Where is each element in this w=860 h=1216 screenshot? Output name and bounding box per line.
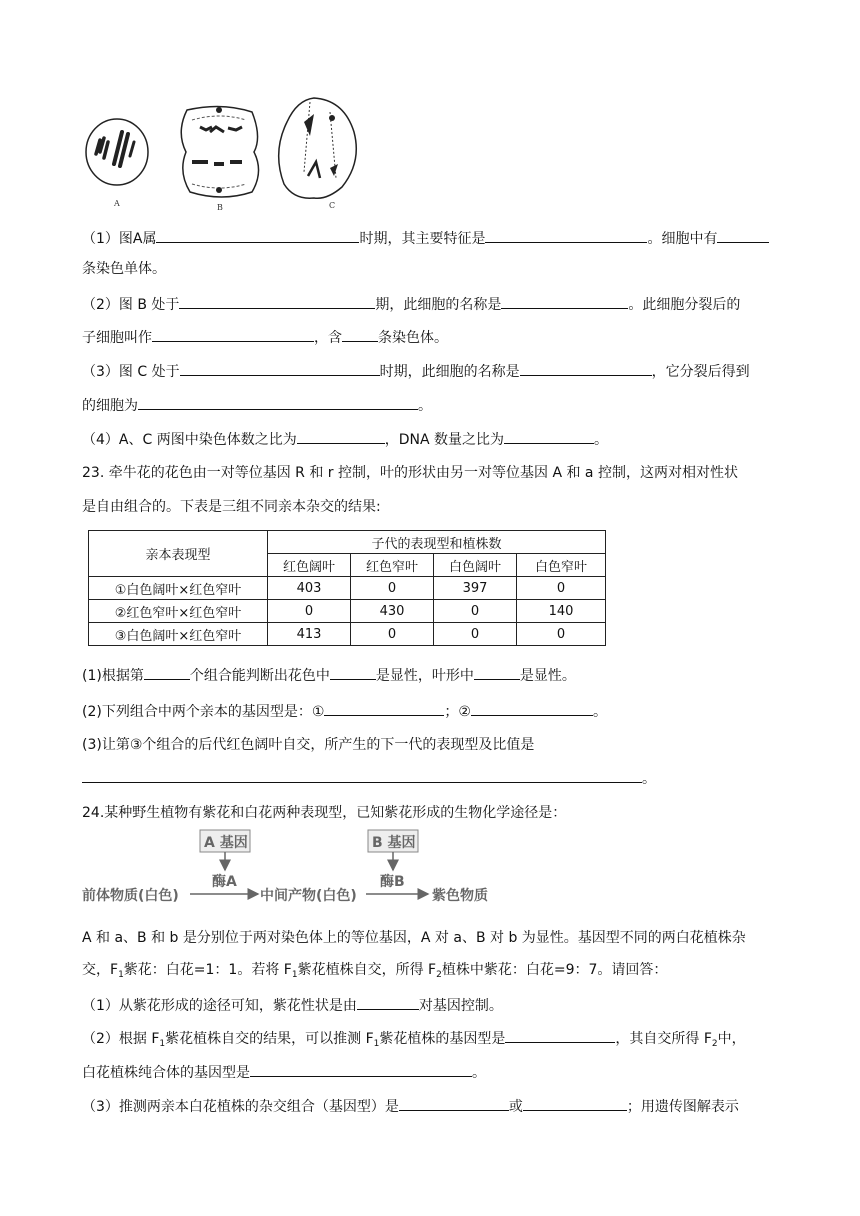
text: 。 [418,398,432,414]
offspring-header: 子代的表现型和植株数 [268,531,606,554]
q23-sub3-line1 [82,735,534,755]
q22-part4 [82,428,608,450]
text: ；② [444,704,471,720]
figure-b [181,106,258,212]
text: （3）图 C 处于 [82,364,180,380]
answer-blank[interactable] [505,1027,615,1043]
text: ，其自交所得 F [615,1031,712,1047]
count-cell: 413 [268,623,351,646]
figure-a [86,119,148,208]
text: 白花植株纯合体的基因型是 [82,1065,250,1081]
q23-sub2 [82,700,607,722]
gene-a-label: A 基因 [204,835,248,851]
text: (3)让第③个组合的后代红色阔叶自交，所产生的下一代的表现型及比值是 [82,737,535,753]
figure-c [279,98,357,210]
text: ，含 [314,330,342,346]
q22-part2-line1 [82,293,740,315]
answer-blank[interactable] [504,428,594,444]
text: （1）从紫花形成的途径可知，紫花性状是由 [82,998,357,1014]
text: （4）A、C 两图中染色体数之比为 [82,432,297,448]
count-cell: 397 [434,577,517,600]
product-label: 紫色物质 [432,888,488,904]
text: 交，F [82,962,119,978]
count-cell: 0 [434,623,517,646]
answer-blank[interactable] [156,227,359,243]
q22-part3-line1 [82,360,750,382]
answer-blank[interactable] [485,227,647,243]
text: 紫花植株自交，所得 F [297,962,437,978]
column-header: 白色阔叶 [434,554,517,577]
table-row [89,600,606,623]
subscript: 1 [118,970,124,980]
q22-part2-line2 [82,326,448,348]
count-cell: 0 [268,600,351,623]
table-row [89,623,606,646]
q22-part1-line1 [82,227,769,249]
answer-blank[interactable] [520,360,652,376]
intermediate-label: 中间产物(白色) [260,888,357,904]
q24-sub3 [82,1095,739,1117]
subscript: 2 [711,1039,718,1049]
text: (2)下列组合中两个亲本的基因型是：① [82,704,325,720]
answer-blank[interactable] [324,700,444,716]
table-row [89,577,606,600]
text: 条染色单体。 [82,261,166,277]
text: 。 [472,1065,486,1081]
answer-blank[interactable] [179,293,375,309]
answer-blank[interactable] [717,227,769,243]
text: 对基因控制。 [418,998,503,1014]
text: 。细胞中有 [647,231,718,247]
count-cell: 0 [517,577,606,600]
text: ；用遗传图解表示 [626,1099,739,1115]
text: 。 [592,704,607,720]
answer-blank[interactable] [474,664,520,680]
text: 。 [642,771,656,787]
text: 条染色体。 [378,330,448,346]
text: 。此细胞分裂后的 [628,297,741,313]
column-header: 白色窄叶 [517,554,606,577]
q24-sub1 [82,994,503,1016]
text: 紫花：白花=1：1。若将 F [123,962,292,978]
answer-blank[interactable] [471,700,593,716]
q24-desc-line2 [82,960,667,985]
figure-b-label: B [217,203,223,212]
answer-blank[interactable] [399,1095,509,1111]
count-cell: 140 [517,600,606,623]
cross-results-table [88,530,606,646]
parent-phenotype-header: 亲本表现型 [89,531,268,577]
subscript: 2 [436,970,442,980]
text: （3）推测两亲本白花植株的杂交组合（基因型）是 [82,1099,399,1115]
column-header: 红色窄叶 [351,554,434,577]
text: 子细胞叫作 [82,330,152,346]
biochemical-pathway [82,826,512,906]
q24-intro: 24.某种野生植物有紫花和白花两种表现型，已知紫花形成的生物化学途径是： [82,805,567,821]
cell-division-figures [82,92,362,212]
q24-desc-line1: A 和 a、B 和 b 是分别位于两对染色体上的等位基因，A 对 a、B 对 b 为显性。基因型不同的两白花植株杂 [82,930,746,946]
q22-part3-line2 [82,394,432,416]
answer-blank[interactable] [138,394,418,410]
count-cell: 0 [434,600,517,623]
figure-c-label: C [329,201,336,210]
text: ，DNA 数量之比为 [384,432,504,448]
text: 是显性。 [519,668,576,684]
figure-a-label: A [114,199,120,208]
count-cell: 0 [517,623,606,646]
answer-blank[interactable] [342,326,378,342]
text: 时期，其主要特征是 [359,231,486,247]
parent-cell: ③白色阔叶×红色窄叶 [89,623,268,646]
subscript: 1 [159,1039,166,1049]
text: 是显性，叶形中 [375,668,474,684]
text: 时期，此细胞的名称是 [379,364,520,380]
text: 的细胞为 [82,398,138,414]
precursor-label: 前体物质(白色) [82,888,179,904]
parent-cell: ①白色阔叶×红色窄叶 [89,577,268,600]
q23-intro-line2: 是自由组合的。下表是三组不同亲本杂交的结果: [82,499,381,515]
subscript: 1 [373,1039,380,1049]
text: 紫花植株的基因型是 [379,1031,506,1047]
text: 期，此细胞的名称是 [375,297,502,313]
column-header: 红色阔叶 [268,554,351,577]
text: 或 [508,1099,523,1115]
answer-blank[interactable] [357,994,419,1010]
table-header-row [89,531,606,554]
answer-blank[interactable] [523,1095,627,1111]
count-cell: 0 [351,623,434,646]
q24-sub2-line1 [82,1027,746,1054]
count-cell: 430 [351,600,434,623]
text: （1）图A属 [82,231,157,247]
text: （2）图 B 处于 [82,297,180,313]
q23-intro-line1: 23. 牵牛花的花色由一对等位基因 R 和 r 控制，叶的形状由另一对等位基因 A 和 a 控制，这两对相对性状 [82,465,738,481]
text: 个组合能判断出花色中 [189,668,330,684]
enzyme-b-label: 酶B [380,874,405,890]
text: 紫花植株自交的结果，可以推测 F [165,1031,374,1047]
q23-sub3-line2 [82,767,656,789]
parent-cell: ②红色窄叶×红色窄叶 [89,600,268,623]
count-cell: 403 [268,577,351,600]
text: (1)根据第 [82,668,144,684]
text: （2）根据 F [82,1031,160,1047]
q24-sub2-line2 [82,1061,486,1083]
answer-blank[interactable] [82,767,642,783]
text: 。 [594,432,608,448]
gene-b-label: B 基因 [372,835,416,851]
answer-blank[interactable] [250,1061,472,1077]
count-cell: 0 [351,577,434,600]
answer-blank[interactable] [501,293,628,309]
text: 植株中紫花：白花=9：7。请回答： [441,962,668,978]
answer-blank[interactable] [180,360,380,376]
answer-blank[interactable] [297,428,385,444]
text: ，它分裂后得到 [651,364,750,380]
answer-blank[interactable] [144,664,190,680]
enzyme-a-label: 酶A [212,874,237,890]
answer-blank[interactable] [152,326,314,342]
q23-sub1 [82,664,576,686]
text: 中， [717,1031,746,1047]
q22-part1-line2 [82,259,166,279]
answer-blank[interactable] [330,664,376,680]
subscript: 1 [291,970,298,980]
